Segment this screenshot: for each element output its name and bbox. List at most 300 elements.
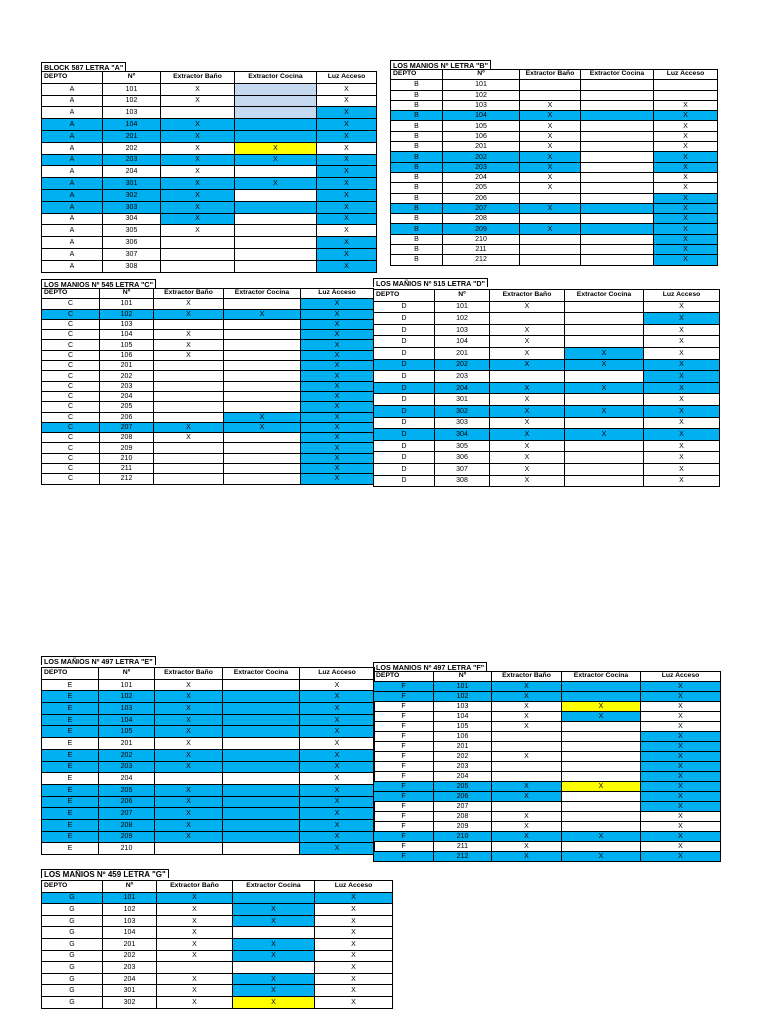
table-row: [42, 166, 377, 178]
table-cell: X: [317, 166, 377, 178]
table-cell: X: [235, 154, 317, 166]
table-cell: X: [301, 299, 374, 309]
table-cell: 202: [103, 142, 161, 154]
table-cell: X: [562, 782, 641, 792]
table-cell: X: [490, 347, 565, 359]
table-cell: A: [42, 260, 103, 272]
table-cell: X: [520, 111, 581, 121]
column-header: Luz Acceso: [317, 72, 377, 84]
column-header: DEPTO: [42, 289, 100, 299]
table-cell: C: [42, 299, 100, 309]
table-cell: E: [42, 843, 99, 855]
table-cell: E: [42, 761, 99, 773]
table-cell: 101: [103, 83, 161, 95]
table-row: [42, 453, 374, 463]
table-cell: [235, 95, 317, 107]
table-cell: 209: [443, 224, 520, 234]
column-header: Extractor Cocina: [581, 70, 654, 80]
table-cell: 207: [443, 203, 520, 213]
table-cell: [562, 722, 641, 732]
table-cell: E: [42, 749, 99, 761]
table-cell: [235, 225, 317, 237]
table-cell: D: [374, 463, 435, 475]
table-cell: X: [317, 213, 377, 225]
table-cell: 205: [443, 183, 520, 193]
table-title: LOS MANIOS Nº LETRA "B": [390, 60, 491, 69]
table-row: [42, 107, 377, 119]
table-cell: C: [42, 464, 100, 474]
table-cell: 204: [103, 973, 157, 985]
table-cell: 207: [100, 422, 154, 432]
table-cell: [235, 248, 317, 260]
table-cell: X: [315, 950, 393, 962]
table-cell: [223, 843, 300, 855]
table-cell: A: [42, 189, 103, 201]
table-cell: 209: [100, 443, 154, 453]
table-cell: 304: [103, 213, 161, 225]
equipment-table: [390, 69, 718, 266]
table-cell: [235, 83, 317, 95]
table-cell: [520, 255, 581, 265]
table-cell: D: [374, 324, 435, 336]
table-cell: E: [42, 831, 99, 843]
table-cell: X: [654, 224, 718, 234]
table-cell: 104: [103, 119, 161, 131]
table-cell: 106: [434, 732, 492, 742]
table-cell: [562, 762, 641, 772]
table-cell: X: [161, 213, 235, 225]
table-cell: 203: [434, 762, 492, 772]
table-cell: A: [42, 95, 103, 107]
column-header: DEPTO: [374, 290, 435, 302]
table-cell: 306: [103, 237, 161, 249]
table-row: [374, 405, 720, 417]
table-cell: [155, 773, 223, 785]
table-cell: X: [520, 131, 581, 141]
table-row: [374, 852, 721, 862]
column-header: Extractor Cocina: [233, 881, 315, 893]
table-cell: X: [641, 832, 721, 842]
table-cell: X: [520, 100, 581, 110]
table-cell: X: [520, 183, 581, 193]
table-cell: [581, 193, 654, 203]
column-header: Extractor Cocina: [224, 289, 301, 299]
table-cell: X: [157, 892, 233, 904]
header-row: [391, 70, 718, 80]
table-cell: 201: [434, 742, 492, 752]
table-cell: D: [374, 429, 435, 441]
table-title: LOS MAÑIOS Nº 515 LETRA "D": [373, 278, 488, 287]
table-cell: A: [42, 178, 103, 190]
table-cell: [224, 330, 301, 340]
table-cell: X: [301, 391, 374, 401]
table-cell: X: [565, 429, 644, 441]
table-cell: X: [161, 225, 235, 237]
table-row: [42, 178, 377, 190]
table-cell: X: [654, 183, 718, 193]
table-cell: [492, 742, 562, 752]
header-row: [42, 289, 374, 299]
table-row: [42, 985, 393, 997]
table-cell: X: [520, 224, 581, 234]
table-row: [42, 819, 375, 831]
table-cell: 308: [103, 260, 161, 272]
table-cell: X: [154, 330, 224, 340]
table-cell: [154, 443, 224, 453]
table-cell: [581, 234, 654, 244]
table-row: [374, 842, 721, 852]
table-cell: 308: [435, 475, 490, 487]
table-cell: X: [654, 214, 718, 224]
column-header: Luz Acceso: [300, 668, 375, 680]
table-cell: X: [157, 904, 233, 916]
table-cell: X: [520, 162, 581, 172]
table-row: [42, 350, 374, 360]
table-cell: X: [654, 255, 718, 265]
table-cell: [581, 80, 654, 90]
table-cell: 104: [99, 714, 155, 726]
table-row: [42, 973, 393, 985]
table-cell: 201: [103, 130, 161, 142]
header-row: [42, 72, 377, 84]
table-cell: X: [644, 324, 720, 336]
table-cell: X: [155, 738, 223, 750]
table-cell: C: [42, 371, 100, 381]
table-cell: X: [317, 201, 377, 213]
table-row: [374, 782, 721, 792]
table-cell: [235, 130, 317, 142]
table-cell: [565, 301, 644, 313]
table-row: [374, 371, 720, 383]
table-row: [391, 121, 718, 131]
table-cell: 106: [100, 350, 154, 360]
table-cell: X: [644, 313, 720, 325]
table-cell: [581, 152, 654, 162]
table-cell: X: [301, 412, 374, 422]
table-cell: 202: [435, 359, 490, 371]
table-cell: X: [490, 324, 565, 336]
table-cell: 305: [435, 440, 490, 452]
table-cell: [224, 453, 301, 463]
table-row: [374, 762, 721, 772]
table-cell: [581, 203, 654, 213]
table-cell: 202: [434, 752, 492, 762]
table-cell: X: [155, 703, 223, 715]
table-cell: X: [644, 475, 720, 487]
table-cell: 303: [103, 201, 161, 213]
column-header: Luz Acceso: [644, 290, 720, 302]
table-cell: B: [391, 111, 443, 121]
table-cell: [223, 738, 300, 750]
table-row: [42, 248, 377, 260]
table-cell: X: [235, 178, 317, 190]
table-cell: X: [317, 142, 377, 154]
table-row: [374, 712, 721, 722]
table-cell: F: [374, 802, 434, 812]
column-header: Nº: [443, 70, 520, 80]
table-row: [374, 440, 720, 452]
table-cell: [154, 391, 224, 401]
table-cell: B: [391, 80, 443, 90]
table-row: [374, 822, 721, 832]
table-cell: X: [300, 784, 375, 796]
table-row: [42, 119, 377, 131]
header-row: [42, 881, 393, 893]
table-row: [42, 843, 375, 855]
table-cell: X: [492, 842, 562, 852]
table-cell: X: [315, 915, 393, 927]
table-cell: [235, 107, 317, 119]
table-cell: [490, 371, 565, 383]
table-row: [391, 172, 718, 182]
table-cell: 203: [103, 154, 161, 166]
table-cell: X: [641, 852, 721, 862]
table-cell: 201: [443, 142, 520, 152]
table-cell: X: [315, 962, 393, 974]
column-header: Extractor Baño: [155, 668, 223, 680]
table-cell: 104: [100, 330, 154, 340]
table-cell: X: [644, 452, 720, 464]
table-cell: 201: [103, 938, 157, 950]
table-cell: [154, 319, 224, 329]
table-cell: X: [154, 422, 224, 432]
table-cell: G: [42, 962, 103, 974]
column-header: Extractor Baño: [490, 290, 565, 302]
table-row: [42, 95, 377, 107]
table-cell: E: [42, 808, 99, 820]
table-cell: X: [315, 996, 393, 1008]
table-cell: X: [654, 131, 718, 141]
column-header: Extractor Cocina: [223, 668, 300, 680]
table-cell: [157, 962, 233, 974]
table-cell: X: [490, 440, 565, 452]
table-row: [42, 201, 377, 213]
table-cell: 104: [443, 111, 520, 121]
table-cell: X: [644, 359, 720, 371]
table-cell: X: [300, 819, 375, 831]
table-cell: A: [42, 154, 103, 166]
table-cell: D: [374, 440, 435, 452]
table-cell: D: [374, 313, 435, 325]
table-cell: E: [42, 819, 99, 831]
table-title: LOS MAÑIOS Nº 497 LETRA "E": [41, 656, 156, 665]
table-cell: X: [317, 130, 377, 142]
table-cell: G: [42, 985, 103, 997]
table-cell: [581, 90, 654, 100]
table-cell: [562, 822, 641, 832]
table-cell: X: [641, 732, 721, 742]
table-cell: 104: [435, 336, 490, 348]
table-cell: 203: [100, 381, 154, 391]
table-cell: [562, 842, 641, 852]
table-cell: F: [374, 752, 434, 762]
table-cell: X: [155, 796, 223, 808]
table-row: [374, 802, 721, 812]
table-cell: C: [42, 433, 100, 443]
table-cell: X: [301, 453, 374, 463]
table-cell: X: [233, 938, 315, 950]
table-row: [391, 100, 718, 110]
table-cell: [565, 324, 644, 336]
table-cell: B: [391, 203, 443, 213]
table-cell: X: [315, 973, 393, 985]
table-cell: X: [317, 248, 377, 260]
table-cell: X: [161, 119, 235, 131]
table-cell: 101: [434, 682, 492, 692]
table-cell: X: [233, 904, 315, 916]
table-cell: [235, 166, 317, 178]
table-row: [374, 336, 720, 348]
table-cell: [224, 340, 301, 350]
table-cell: X: [161, 178, 235, 190]
table-title: BLOCK 587 LETRA "A": [41, 62, 126, 71]
table-cell: X: [654, 152, 718, 162]
table-cell: 102: [99, 691, 155, 703]
table-cell: 304: [435, 429, 490, 441]
table-cell: [224, 433, 301, 443]
table-cell: [224, 361, 301, 371]
column-header: Luz Acceso: [641, 672, 721, 682]
table-cell: X: [157, 996, 233, 1008]
table-row: [42, 464, 374, 474]
table-cell: X: [155, 761, 223, 773]
table-cell: X: [300, 808, 375, 820]
table-cell: B: [391, 245, 443, 255]
table-cell: D: [374, 405, 435, 417]
table-cell: 212: [443, 255, 520, 265]
table-cell: F: [374, 812, 434, 822]
table-cell: B: [391, 162, 443, 172]
table-cell: [223, 749, 300, 761]
table-row: [42, 391, 374, 401]
table-cell: 102: [443, 90, 520, 100]
table-row: [42, 422, 374, 432]
table-cell: X: [654, 193, 718, 203]
table-row: [391, 90, 718, 100]
table-cell: 103: [103, 107, 161, 119]
table-cell: B: [391, 142, 443, 152]
table-cell: 210: [443, 234, 520, 244]
column-header: Nº: [103, 72, 161, 84]
table-row: [391, 152, 718, 162]
table-cell: 105: [434, 722, 492, 732]
table-row: [42, 726, 375, 738]
table-cell: 202: [100, 371, 154, 381]
table-cell: X: [641, 772, 721, 782]
table-cell: 307: [103, 248, 161, 260]
table-cell: X: [155, 808, 223, 820]
table-cell: G: [42, 996, 103, 1008]
table-cell: X: [565, 347, 644, 359]
table-cell: G: [42, 892, 103, 904]
table-cell: [581, 245, 654, 255]
table-cell: [154, 371, 224, 381]
table-row: [391, 80, 718, 90]
table-cell: X: [317, 260, 377, 272]
column-header: Extractor Baño: [161, 72, 235, 84]
table-cell: X: [155, 726, 223, 738]
table-row: [42, 260, 377, 272]
table-cell: [581, 142, 654, 152]
table-row: [42, 892, 393, 904]
table-block-d: [373, 278, 719, 484]
table-cell: X: [233, 915, 315, 927]
table-cell: [154, 453, 224, 463]
table-cell: 102: [103, 904, 157, 916]
table-cell: X: [317, 237, 377, 249]
table-cell: B: [391, 214, 443, 224]
column-header: Extractor Baño: [520, 70, 581, 80]
table-block-f: [373, 662, 720, 860]
table-cell: X: [300, 843, 375, 855]
table-cell: X: [161, 201, 235, 213]
table-cell: 212: [100, 474, 154, 484]
table-row: [374, 394, 720, 406]
table-cell: 104: [103, 927, 157, 939]
table-cell: X: [520, 203, 581, 213]
table-row: [42, 309, 374, 319]
table-cell: [224, 381, 301, 391]
table-cell: F: [374, 702, 434, 712]
table-cell: B: [391, 152, 443, 162]
table-cell: C: [42, 391, 100, 401]
table-cell: X: [492, 752, 562, 762]
table-row: [42, 330, 374, 340]
table-title: LOS MANIOS Nº 497 LETRA "F": [373, 662, 487, 671]
table-cell: [565, 417, 644, 429]
table-cell: X: [155, 679, 223, 691]
table-cell: X: [317, 95, 377, 107]
table-cell: [233, 962, 315, 974]
table-cell: [161, 248, 235, 260]
table-cell: E: [42, 714, 99, 726]
table-cell: 204: [443, 172, 520, 182]
table-cell: X: [315, 985, 393, 997]
table-cell: X: [301, 381, 374, 391]
table-cell: X: [317, 189, 377, 201]
table-cell: X: [562, 852, 641, 862]
table-cell: X: [154, 433, 224, 443]
table-cell: X: [654, 203, 718, 213]
table-cell: 103: [434, 702, 492, 712]
table-row: [42, 738, 375, 750]
table-row: [374, 324, 720, 336]
table-cell: 210: [434, 832, 492, 842]
table-cell: 205: [100, 402, 154, 412]
table-cell: X: [301, 330, 374, 340]
table-cell: 102: [103, 95, 161, 107]
table-row: [42, 796, 375, 808]
table-cell: X: [300, 691, 375, 703]
table-row: [374, 792, 721, 802]
table-cell: F: [374, 712, 434, 722]
table-cell: 301: [103, 178, 161, 190]
table-cell: X: [157, 950, 233, 962]
table-cell: E: [42, 738, 99, 750]
table-cell: X: [562, 712, 641, 722]
table-cell: F: [374, 782, 434, 792]
table-cell: 302: [103, 189, 161, 201]
table-cell: X: [490, 382, 565, 394]
table-cell: X: [157, 985, 233, 997]
table-cell: G: [42, 927, 103, 939]
table-cell: X: [644, 463, 720, 475]
table-row: [391, 142, 718, 152]
table-cell: B: [391, 193, 443, 203]
table-cell: 208: [100, 433, 154, 443]
table-cell: X: [300, 796, 375, 808]
table-cell: A: [42, 213, 103, 225]
